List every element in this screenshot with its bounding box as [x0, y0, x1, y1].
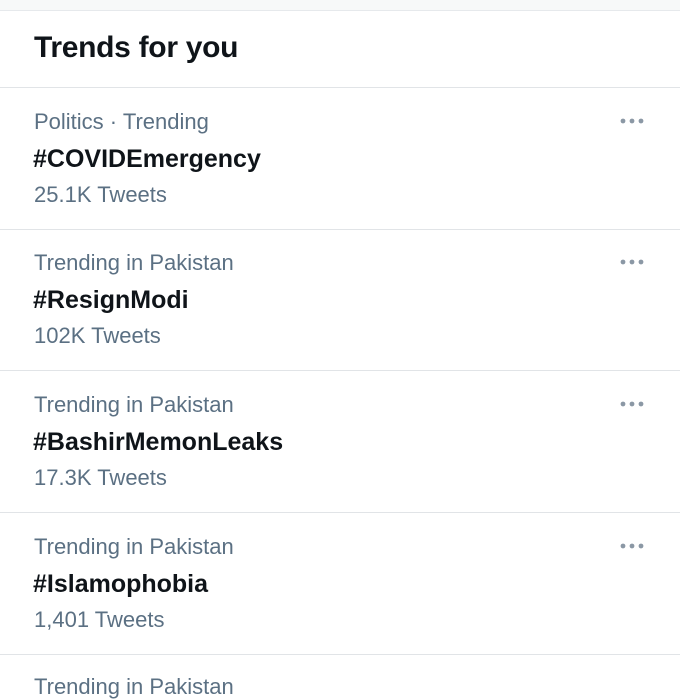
more-horizontal-icon	[619, 400, 645, 408]
more-options-button[interactable]	[612, 109, 652, 133]
more-options-button[interactable]	[612, 250, 652, 274]
top-strip	[0, 0, 680, 11]
trend-category: Trending in Pakistan	[34, 534, 234, 559]
trends-header	[0, 11, 680, 88]
trend-hashtag: #Islamophobia	[33, 570, 209, 598]
trend-hashtag: #COVIDEmergency	[33, 145, 261, 173]
trend-item-partial[interactable]	[0, 656, 680, 699]
more-horizontal-icon	[619, 542, 645, 550]
trend-category: Trending in Pakistan	[34, 674, 234, 699]
trend-hashtag: #ResignModi	[33, 286, 189, 314]
trend-tweet-count: 1,401 Tweets	[34, 607, 165, 632]
trend-tweet-count: 102K Tweets	[34, 323, 161, 348]
more-horizontal-icon	[619, 117, 645, 125]
more-horizontal-icon	[619, 258, 645, 266]
trend-item[interactable]	[0, 372, 680, 513]
trend-item[interactable]	[0, 514, 680, 655]
more-options-button[interactable]	[612, 392, 652, 416]
trend-category: Trending in Pakistan	[34, 392, 234, 417]
trend-item[interactable]	[0, 89, 680, 230]
trend-tweet-count: 17.3K Tweets	[34, 465, 167, 490]
more-options-button[interactable]	[612, 534, 652, 558]
trend-hashtag: #BashirMemonLeaks	[33, 428, 284, 456]
trend-item[interactable]	[0, 230, 680, 371]
trend-category: Trending in Pakistan	[34, 250, 234, 275]
trend-tweet-count: 25.1K Tweets	[34, 182, 167, 207]
page-title: Trends for you	[34, 31, 239, 64]
trend-category: Politics · Trending	[34, 109, 209, 134]
